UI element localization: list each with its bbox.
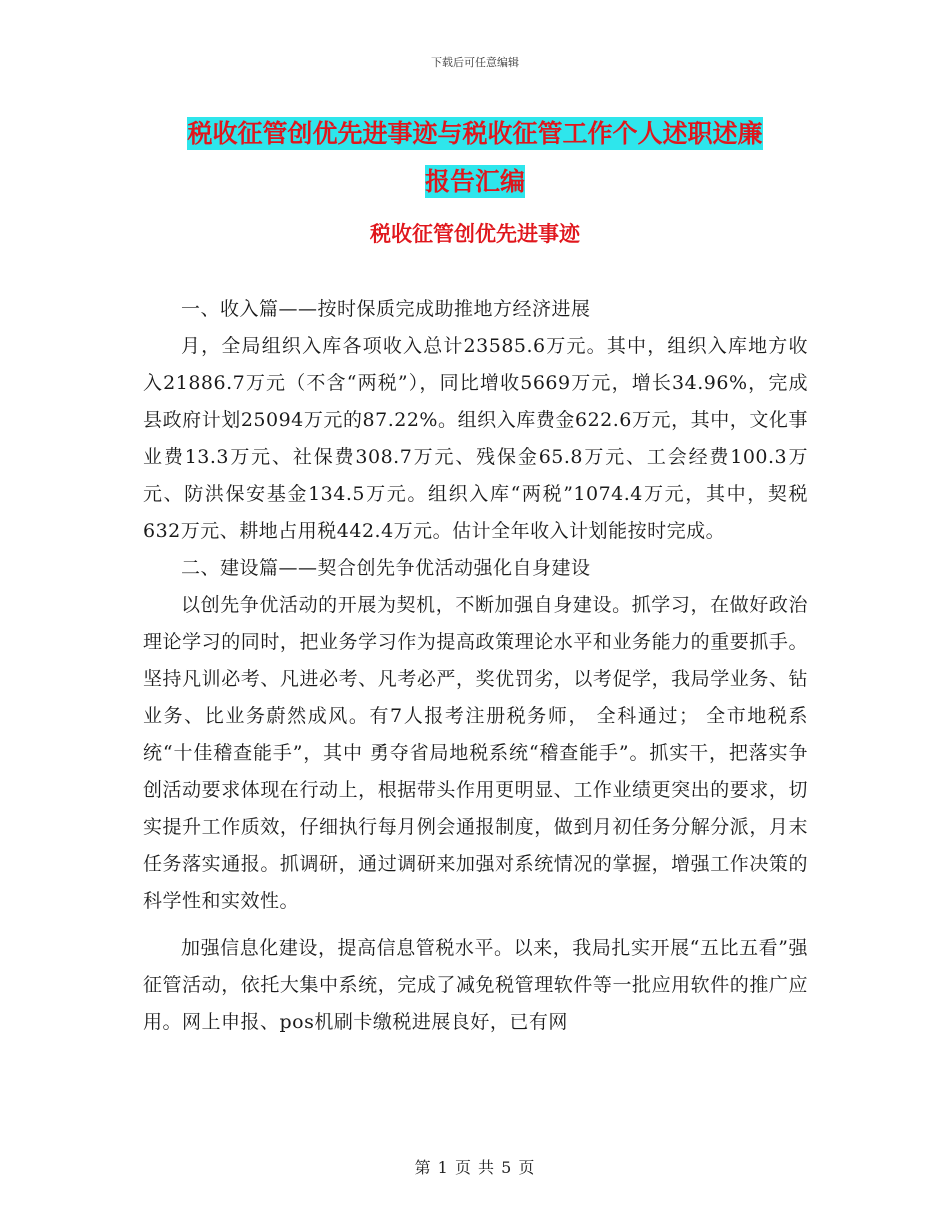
paragraph-construction: 以创先争优活动的开展为契机，不断加强自身建设。抓学习，在做好政治理论学习的同时，把业务学习作为提高政策理论水平和业务能力的重要抓手。坚持凡训必考、凡进必考、凡考必严，奖优罚劣，以考促学，我局学业务、钻业务、比业务蔚然成风。有7人报考注册税务师， 全科通过； 全市地税系统“十佳稽查能手”，其中 勇夺省局地税系统“稽查能手”。抓实干，把落实争创活动要求体现在行动上，根据带头作用更明显、工作业绩更突出的要求，切实提升工作质效，仔细执行每月例会通报制度，做到月初任务分解分派，月末任务落实通报。抓调研，通过调研来加强对系统情况的掌握，增强工作决策的科学性和实效性。 xyxy=(143,594,808,912)
document-title xyxy=(140,110,810,206)
header-note: 下载后可任意编辑 xyxy=(431,56,519,69)
page-footer: 第 1 页 共 5 页 xyxy=(414,1158,536,1177)
section-title: 税收征管创优先进事迹 xyxy=(370,221,580,246)
paragraph-heading-construction: 二、建设篇——契合创先争优活动强化自身建设 xyxy=(181,557,591,579)
document-body xyxy=(143,291,808,1041)
document-title-line-2: 报告汇编 xyxy=(424,167,525,196)
document-title-line-1: 税收征管创优先进事迹与税收征管工作个人述职述廉 xyxy=(187,119,763,148)
paragraph-informatization: 加强信息化建设，提高信息管税水平。以来，我局扎实开展“五比五看”强征管活动，依托大集中系统，完成了减免税管理软件等一批应用软件的推广应用。网上申报、pos机刷卡缴税进展良好，已有网 xyxy=(143,937,808,1033)
paragraph-heading-income: 一、收入篇——按时保质完成助推地方经济进展 xyxy=(181,298,591,320)
paragraph-income: 月，全局组织入库各项收入总计23585.6万元。其中，组织入库地方收入21886.7万元（不含“两税”），同比增收5669万元，增长34.96%，完成县政府计划25094万元的87.22%。组织入库费金622.6万元，其中，文化事业费13.3万元、社保费308.7万元、残保金65.8万元、工会经费100.3万元、防洪保安基金134.5万元。组织入库“两税”1074.4万元，其中，契税632万元、耕地占用税442.4万元。估计全年收入计划能按时完成。 xyxy=(143,335,808,542)
